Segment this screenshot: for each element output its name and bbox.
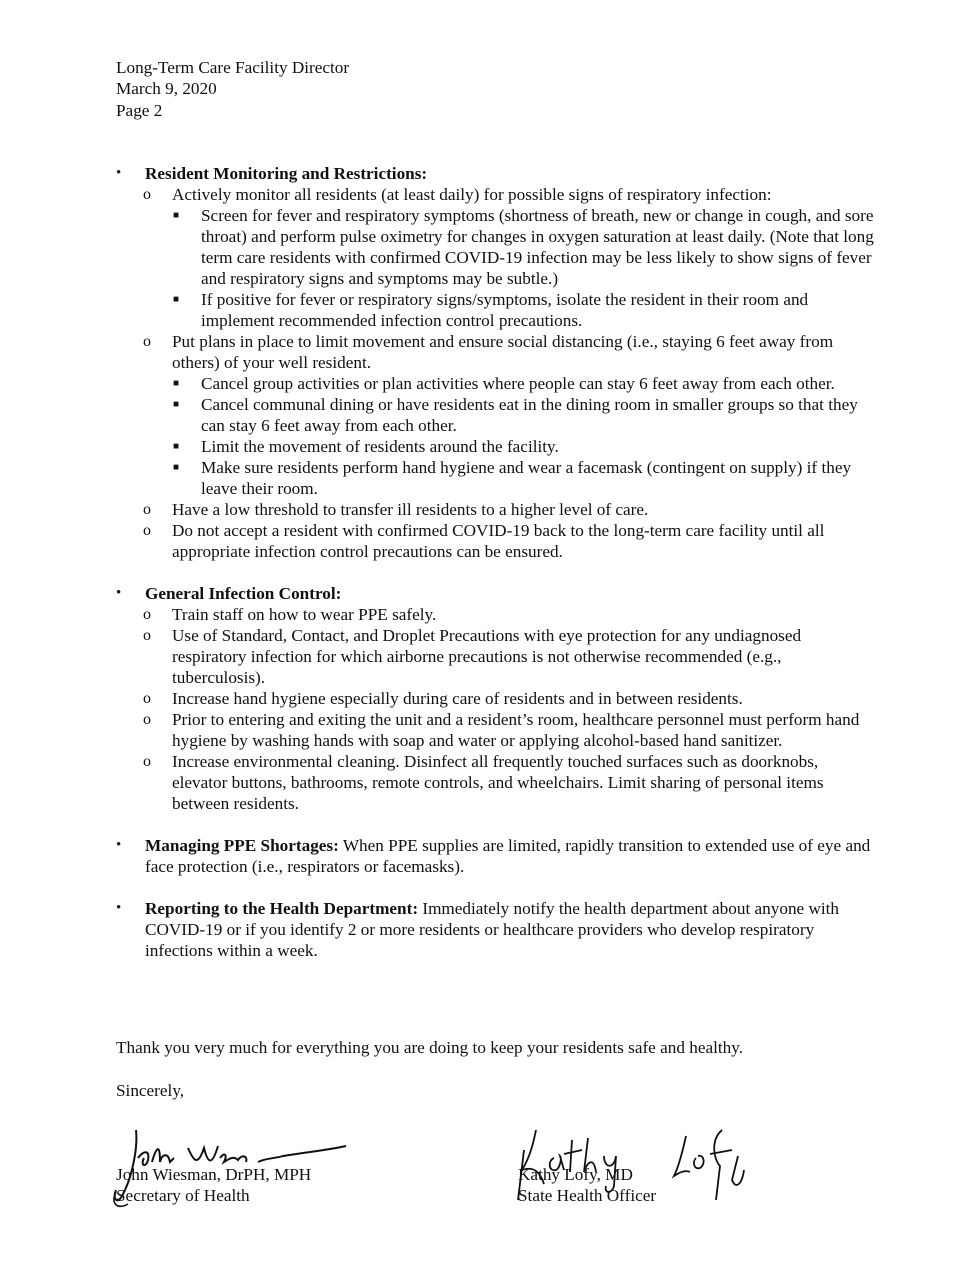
list-item-text: Increase environmental cleaning. Disinfect all frequently touched surfaces such as doorknobs, elevator buttons, bathrooms, remote controls, and wheelchairs. Limit sharing of personal items between residents. xyxy=(172,752,824,813)
square-marker: ■ xyxy=(173,378,180,389)
square-marker: ■ xyxy=(173,441,180,452)
circle-marker: o xyxy=(143,501,151,518)
section-text: When PPE supplies are limited, rapidly transition to extended use of eye and face protection (i.e., respirators or facemasks). xyxy=(145,836,871,876)
section-title: Reporting to the Health Department: xyxy=(145,899,419,918)
section-resident-monitoring xyxy=(116,163,876,562)
signatory-right xyxy=(518,1164,656,1206)
list-item xyxy=(116,625,876,688)
circle-marker: o xyxy=(143,690,151,707)
circle-marker: o xyxy=(143,522,151,539)
list-item-text: Do not accept a resident with confirmed COVID-19 back to the long-term care facility until all appropriate infection control precautions can be ensured. xyxy=(172,521,825,561)
square-marker: ■ xyxy=(173,210,180,221)
square-marker: ■ xyxy=(173,399,180,410)
list-item xyxy=(116,751,876,814)
square-marker: ■ xyxy=(173,294,180,305)
list-item-text: Increase hand hygiene especially during care of residents and in between residents. xyxy=(172,689,743,708)
list-item-text: Prior to entering and exiting the unit and a resident’s room, healthcare personnel must perform hand hygiene by washing hands with soap and water or applying alcohol-based hand sanitizer. xyxy=(172,710,860,750)
bullet-marker: • xyxy=(116,900,122,916)
list-item-text: Actively monitor all residents (at least daily) for possible signs of respiratory infection: xyxy=(172,185,772,204)
list-item xyxy=(116,184,876,331)
bullet-marker: • xyxy=(116,165,122,181)
list-item-text: Put plans in place to limit movement and ensure social distancing (i.e., staying 6 feet away from others) of your well resident. xyxy=(172,332,834,372)
sub-list-item xyxy=(116,289,876,331)
sub-list-item xyxy=(116,394,876,436)
sub-list-item xyxy=(116,373,876,394)
list-item xyxy=(116,709,876,751)
section-text: Immediately notify the health department about anyone with COVID-19 or if you identify 2 or more residents or healthcare providers who develop respiratory infections within a week. xyxy=(145,899,840,960)
thank-you-line: Thank you very much for everything you are doing to keep your residents safe and healthy. xyxy=(116,1038,743,1057)
bullet-marker: • xyxy=(116,585,122,601)
sub-list-item xyxy=(116,205,876,289)
signatory-name: John Wiesman, DrPH, MPH xyxy=(116,1165,312,1184)
sub-list-item-text: Screen for fever and respiratory symptoms (shortness of breath, new or change in cough, and sore throat) and perform pulse oximetry for changes in oxygen saturation at least daily. (Note that long term care residents with confirmed COVID-19 infection may be less likely to show signs of fever and respiratory signs and symptoms may be subtle.) xyxy=(201,206,874,288)
circle-marker: o xyxy=(143,186,151,203)
page-number: Page 2 xyxy=(116,100,163,120)
list-item xyxy=(116,604,876,625)
circle-marker: o xyxy=(143,753,151,770)
square-marker: ■ xyxy=(173,462,180,473)
section-title: General Infection Control: xyxy=(145,584,342,603)
letter-header xyxy=(116,57,349,121)
section-title: Managing PPE Shortages: xyxy=(145,836,339,855)
signatory-title: State Health Officer xyxy=(518,1186,657,1205)
circle-marker: o xyxy=(143,606,151,623)
circle-marker: o xyxy=(143,711,151,728)
section-ppe-shortages xyxy=(116,835,876,877)
list-item-text: Have a low threshold to transfer ill residents to a higher level of care. xyxy=(172,500,649,519)
signatory-title: Secretary of Health xyxy=(116,1186,250,1205)
list-item-text: Train staff on how to wear PPE safely. xyxy=(172,605,437,624)
signoff-line: Sincerely, xyxy=(116,1081,185,1100)
sub-list-item-text: If positive for fever or respiratory signs/symptoms, isolate the resident in their room and implement recommended infection control precautions. xyxy=(201,290,809,330)
list-item xyxy=(116,520,876,562)
list-item xyxy=(116,499,876,520)
sub-list-item-text: Make sure residents perform hand hygiene and wear a facemask (contingent on supply) if they leave their room. xyxy=(201,458,852,498)
sub-list-item xyxy=(116,457,876,499)
circle-marker: o xyxy=(143,627,151,644)
recipient-line: Long-Term Care Facility Director xyxy=(116,58,350,77)
guidance-list xyxy=(116,163,876,961)
section-reporting xyxy=(116,898,876,961)
sub-list-item-text: Cancel group activities or plan activities where people can stay 6 feet away from each other. xyxy=(201,374,835,393)
sub-list-item-text: Limit the movement of residents around the facility. xyxy=(201,437,559,456)
section-general-infection-control xyxy=(116,583,876,814)
sub-list-item xyxy=(116,436,876,457)
section-title: Resident Monitoring and Restrictions: xyxy=(145,164,428,183)
list-item xyxy=(116,688,876,709)
signatory-left xyxy=(116,1164,311,1206)
sub-list-item-text: Cancel communal dining or have residents eat in the dining room in smaller groups so that they can stay 6 feet away from each other. xyxy=(201,395,858,435)
signatory-name: Kathy Lofy, MD xyxy=(518,1165,633,1184)
bullet-marker: • xyxy=(116,837,122,853)
list-item-text: Use of Standard, Contact, and Droplet Precautions with eye protection for any undiagnosed respiratory infection for which airborne precautions is not otherwise recommended (e.g., tuberculosis). xyxy=(172,626,802,687)
date-line: March 9, 2020 xyxy=(116,79,217,99)
list-item xyxy=(116,331,876,499)
circle-marker: o xyxy=(143,333,151,350)
